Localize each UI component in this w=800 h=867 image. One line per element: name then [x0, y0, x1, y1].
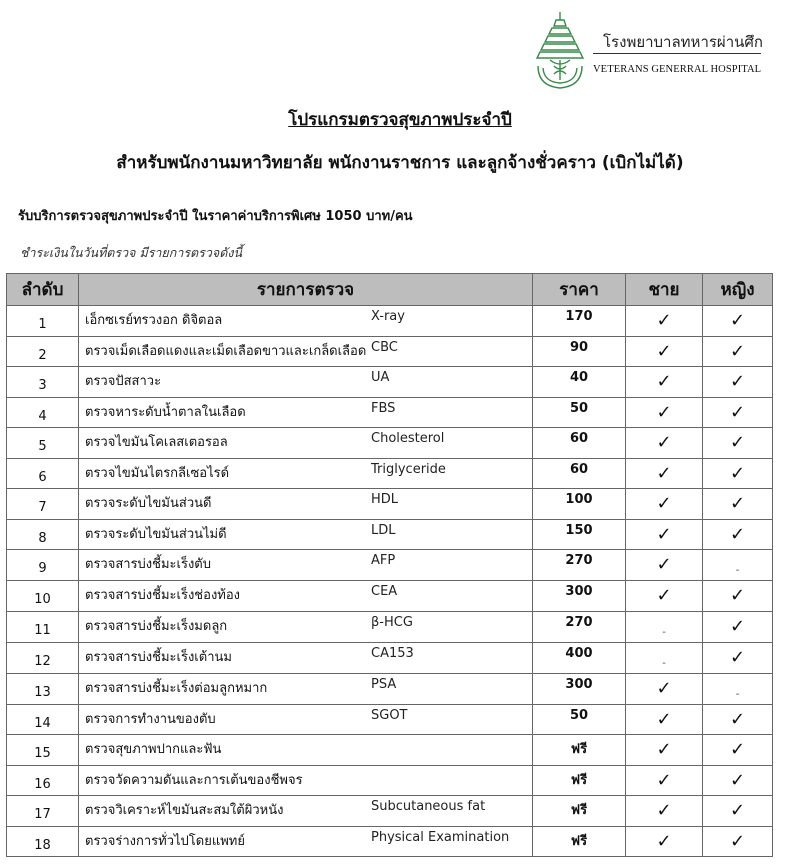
table-row [7, 458, 773, 489]
exam-name-th: ตรวจสุขภาพปากและฟัน [85, 742, 222, 757]
price-cell [533, 796, 626, 827]
price-value: 170 [565, 309, 593, 324]
row-number-cell [7, 765, 79, 796]
row-number: 6 [38, 469, 47, 485]
exam-item-cell [79, 550, 533, 581]
checkmark-icon: ✓ [656, 432, 672, 453]
row-number: 13 [34, 684, 51, 700]
exam-name-en: CEA [371, 584, 398, 599]
male-cell [626, 611, 703, 642]
exam-item-cell [79, 826, 533, 857]
row-number: 3 [38, 378, 47, 393]
female-cell [703, 367, 773, 398]
row-number: 4 [38, 408, 47, 424]
row-number-cell [7, 735, 79, 766]
row-number: 7 [38, 500, 47, 515]
row-number: 9 [38, 561, 47, 576]
price-value: 40 [569, 370, 589, 385]
checkmark-icon: ✓ [656, 677, 672, 699]
price-cell [533, 611, 626, 642]
exam-name-th: ตรวจไขมันไตรกลีเซอไรด์ [85, 465, 230, 481]
checkmark-icon: ✓ [729, 371, 746, 392]
price-value: 270 [565, 553, 593, 568]
checkmark-icon: ✓ [656, 523, 672, 545]
exam-item-cell [79, 704, 533, 735]
female-cell [703, 458, 773, 489]
row-number-cell [7, 581, 79, 612]
col-header-no: ลำดับ [7, 274, 79, 306]
exam-name-en: X-ray [371, 309, 405, 324]
price-value: 90 [569, 339, 589, 355]
checkmark-icon: ✓ [656, 800, 672, 821]
price-value: 300 [565, 676, 593, 692]
exam-name-th: ตรวจไขมันโคเลสเตอรอล [85, 435, 228, 450]
exam-name-en: AFP [371, 553, 396, 568]
checkmark-icon: ✓ [656, 310, 672, 331]
checkmark-icon: ✓ [729, 523, 746, 545]
female-cell [703, 336, 773, 367]
dash-icon: - [662, 657, 666, 669]
exam-item-cell [79, 397, 533, 428]
checkmark-icon: ✓ [729, 310, 746, 331]
exam-item-cell [79, 642, 533, 673]
page-subtitle: สำหรับพนักงานมหาวิทยาลัย พนักงานราชการ และลูกจ้างชั่วคราว (เบิกไม่ได้) [116, 153, 684, 173]
female-cell [703, 519, 773, 550]
exam-item-cell [79, 489, 533, 520]
table-row [7, 611, 773, 642]
hospital-emblem-icon [530, 10, 590, 92]
checkmark-icon: ✓ [656, 830, 672, 852]
checkmark-icon: ✓ [729, 800, 746, 821]
row-number-cell [7, 796, 79, 827]
row-number-cell [7, 489, 79, 520]
exam-name-en: Physical Examination [371, 829, 510, 845]
table-row [7, 550, 773, 581]
male-cell [626, 489, 703, 520]
exam-item-cell [79, 611, 533, 642]
col-header-male: ชาย [626, 274, 703, 306]
female-cell [703, 611, 773, 642]
exam-name-th: ตรวจการทำงานของตับ [85, 711, 216, 727]
price-value: 60 [569, 431, 589, 446]
row-number-cell [7, 458, 79, 489]
dash-icon: - [735, 565, 740, 576]
female-cell [703, 428, 773, 459]
price-value: ฟรี [570, 772, 588, 788]
price-value: 50 [569, 400, 589, 416]
female-cell [703, 306, 773, 337]
male-cell [626, 765, 703, 796]
female-cell [703, 735, 773, 766]
price-value: 400 [565, 645, 593, 661]
price-cell [533, 581, 626, 612]
price-cell [533, 519, 626, 550]
table-row [7, 581, 773, 612]
female-cell [703, 642, 773, 673]
male-cell [626, 306, 703, 337]
table-row [7, 397, 773, 428]
checkmark-icon: ✓ [729, 340, 746, 362]
female-cell [703, 826, 773, 857]
exam-item-cell [79, 458, 533, 489]
checkmark-icon: ✓ [729, 585, 746, 606]
table-row [7, 704, 773, 735]
male-cell [626, 735, 703, 766]
price-value: 60 [569, 461, 589, 477]
price-value: 50 [569, 707, 589, 723]
male-cell [626, 428, 703, 459]
exam-name-th: ตรวจเม็ดเลือดแดงและเม็ดเลือดขาวและเกล็ดเลือด [85, 343, 367, 359]
table-row [7, 765, 773, 796]
checkmark-icon: ✓ [656, 371, 672, 392]
exam-item-cell [79, 428, 533, 459]
price-cell [533, 826, 626, 857]
male-cell [626, 826, 703, 857]
checkmark-icon: ✓ [656, 401, 672, 423]
price-cell [533, 458, 626, 489]
female-cell [703, 489, 773, 520]
row-number: 17 [34, 807, 51, 822]
price-cell [533, 735, 626, 766]
female-cell [703, 397, 773, 428]
price-value: 150 [565, 522, 593, 538]
exam-name-th: ตรวจวิเคราะห์ไขมันสะสมใต้ผิวหนัง [85, 803, 284, 818]
exam-name-en: CBC [371, 339, 398, 355]
price-cell [533, 428, 626, 459]
exam-item-cell [79, 336, 533, 367]
checkmark-icon: ✓ [656, 340, 672, 362]
row-number: 1 [38, 317, 47, 332]
exam-item-cell [79, 735, 533, 766]
male-cell [626, 581, 703, 612]
exam-name-en: SGOT [371, 707, 408, 723]
exam-name-th: ตรวจหาระดับน้ำตาลในเลือด [85, 404, 246, 420]
female-cell [703, 704, 773, 735]
exam-name-th: ตรวจสารบ่งชี้มะเร็งมดลูก [85, 618, 228, 634]
price-cell [533, 550, 626, 581]
price-cell [533, 367, 626, 398]
male-cell [626, 458, 703, 489]
price-value: ฟรี [570, 833, 588, 849]
exam-name-th: ตรวจปัสสาวะ [85, 374, 162, 389]
row-number-cell [7, 428, 79, 459]
price-cell [533, 673, 626, 704]
row-number-cell [7, 550, 79, 581]
male-cell [626, 519, 703, 550]
checkmark-icon: ✓ [656, 493, 672, 514]
table-row [7, 642, 773, 673]
checkmark-icon: ✓ [729, 432, 746, 453]
price-cell [533, 489, 626, 520]
exam-table [6, 273, 773, 857]
payment-note: ชำระเงินในวันที่ตรวจ มีรายการตรวจดังนี้ [20, 245, 242, 260]
exam-name-en: LDL [371, 522, 396, 538]
dash-icon: - [735, 688, 740, 700]
exam-name-en: CA153 [371, 645, 414, 661]
exam-item-cell [79, 673, 533, 704]
row-number: 11 [34, 622, 51, 638]
table-header-row [7, 274, 773, 306]
table-row [7, 428, 773, 459]
row-number-cell [7, 306, 79, 337]
checkmark-icon: ✓ [656, 462, 672, 484]
row-number-cell [7, 673, 79, 704]
exam-name-en: HDL [371, 492, 399, 507]
exam-name-th: ตรวจสารบ่งชี้มะเร็งตับ [85, 557, 212, 572]
exam-name-th: ตรวจวัดความดันและการเต้นของชีพจร [85, 772, 303, 788]
male-cell [626, 367, 703, 398]
price-value: 300 [565, 584, 593, 599]
row-number: 12 [34, 653, 51, 669]
male-cell [626, 642, 703, 673]
exam-name-en: Triglyceride [371, 461, 446, 477]
checkmark-icon: ✓ [729, 615, 746, 637]
page-title: โปรแกรมตรวจสุขภาพประจำปี [288, 110, 512, 130]
checkmark-icon: ✓ [729, 739, 746, 760]
row-number: 15 [34, 746, 51, 761]
female-cell [703, 796, 773, 827]
table-row [7, 336, 773, 367]
exam-item-cell [79, 765, 533, 796]
exam-name-en: FBS [371, 400, 396, 416]
exam-name-en: PSA [371, 676, 397, 692]
exam-name-th: ตรวจสารบ่งชี้มะเร็งช่องท้อง [85, 588, 241, 603]
row-number-cell [7, 826, 79, 857]
female-cell [703, 581, 773, 612]
checkmark-icon: ✓ [656, 739, 672, 760]
checkmark-icon: ✓ [656, 708, 672, 730]
col-header-female: หญิง [703, 274, 773, 306]
female-cell [703, 550, 773, 581]
row-number-cell [7, 704, 79, 735]
table-row [7, 673, 773, 704]
table-row [7, 826, 773, 857]
checkmark-icon: ✓ [656, 554, 672, 575]
price-cell [533, 306, 626, 337]
checkmark-icon: ✓ [729, 401, 746, 423]
price-value: ฟรี [570, 742, 588, 757]
checkmark-icon: ✓ [656, 769, 672, 791]
col-header-item: รายการตรวจ [79, 274, 533, 306]
checkmark-icon: ✓ [729, 830, 746, 852]
checkmark-icon: ✓ [729, 646, 746, 668]
header-divider [593, 53, 761, 54]
checkmark-icon: ✓ [656, 585, 672, 606]
price-cell [533, 397, 626, 428]
exam-item-cell [79, 796, 533, 827]
exam-item-cell [79, 306, 533, 337]
checkmark-icon: ✓ [729, 462, 746, 484]
exam-name-th: ตรวจระดับไขมันส่วนดี [85, 496, 212, 511]
price-value: 270 [565, 614, 593, 630]
row-number-cell [7, 336, 79, 367]
price-cell [533, 765, 626, 796]
table-row [7, 519, 773, 550]
price-cell [533, 336, 626, 367]
checkmark-icon: ✓ [729, 769, 746, 791]
exam-name-th: ตรวจระดับไขมันส่วนไม่ดี [85, 526, 227, 542]
row-number: 16 [34, 776, 51, 792]
price-value: 100 [565, 492, 593, 507]
row-number-cell [7, 519, 79, 550]
exam-name-en: Cholesterol [371, 431, 445, 446]
row-number: 2 [38, 347, 47, 363]
male-cell [626, 550, 703, 581]
price-cell [533, 642, 626, 673]
checkmark-icon: ✓ [729, 708, 746, 730]
row-number-cell [7, 642, 79, 673]
female-cell [703, 765, 773, 796]
table-row [7, 489, 773, 520]
row-number-cell [7, 367, 79, 398]
hospital-name-en: VETERANS GENERRAL HOSPITAL [593, 64, 762, 75]
exam-item-cell [79, 367, 533, 398]
table-row [7, 306, 773, 337]
table-row [7, 367, 773, 398]
row-number-cell [7, 397, 79, 428]
exam-name-en: Subcutaneous fat [371, 799, 486, 814]
male-cell [626, 704, 703, 735]
female-cell [703, 673, 773, 704]
price-value: ฟรี [570, 803, 588, 818]
price-offer: รับบริการตรวจสุขภาพประจำปี ในราคาค่าบริการพิเศษ 1050 บาท/คน [18, 209, 413, 224]
col-header-price: ราคา [533, 274, 626, 306]
male-cell [626, 796, 703, 827]
row-number: 14 [34, 715, 51, 731]
exam-name-en: UA [371, 370, 390, 385]
table-row [7, 735, 773, 766]
exam-item-cell [79, 581, 533, 612]
exam-name-th: ตรวจร่างการทั่วไปโดยแพทย์ [85, 833, 245, 849]
exam-name-th: ตรวจสารบ่งชี้มะเร็งเต้านม [85, 649, 232, 665]
row-number: 5 [38, 439, 47, 454]
row-number: 8 [38, 530, 47, 546]
hospital-name-th: โรงพยาบาลทหารผ่านศึก [603, 33, 763, 51]
exam-name-en: β-HCG [371, 614, 413, 630]
male-cell [626, 397, 703, 428]
row-number: 10 [34, 592, 51, 607]
male-cell [626, 336, 703, 367]
row-number: 18 [34, 837, 51, 853]
table-row [7, 796, 773, 827]
male-cell [626, 673, 703, 704]
checkmark-icon: ✓ [729, 493, 746, 514]
exam-name-th: เอ็กซเรย์ทรวงอก ดิจิตอล [85, 313, 223, 328]
exam-item-cell [79, 519, 533, 550]
dash-icon: - [662, 626, 666, 638]
row-number-cell [7, 611, 79, 642]
price-cell [533, 704, 626, 735]
exam-name-th: ตรวจสารบ่งชี้มะเร็งต่อมลูกหมาก [85, 680, 268, 696]
